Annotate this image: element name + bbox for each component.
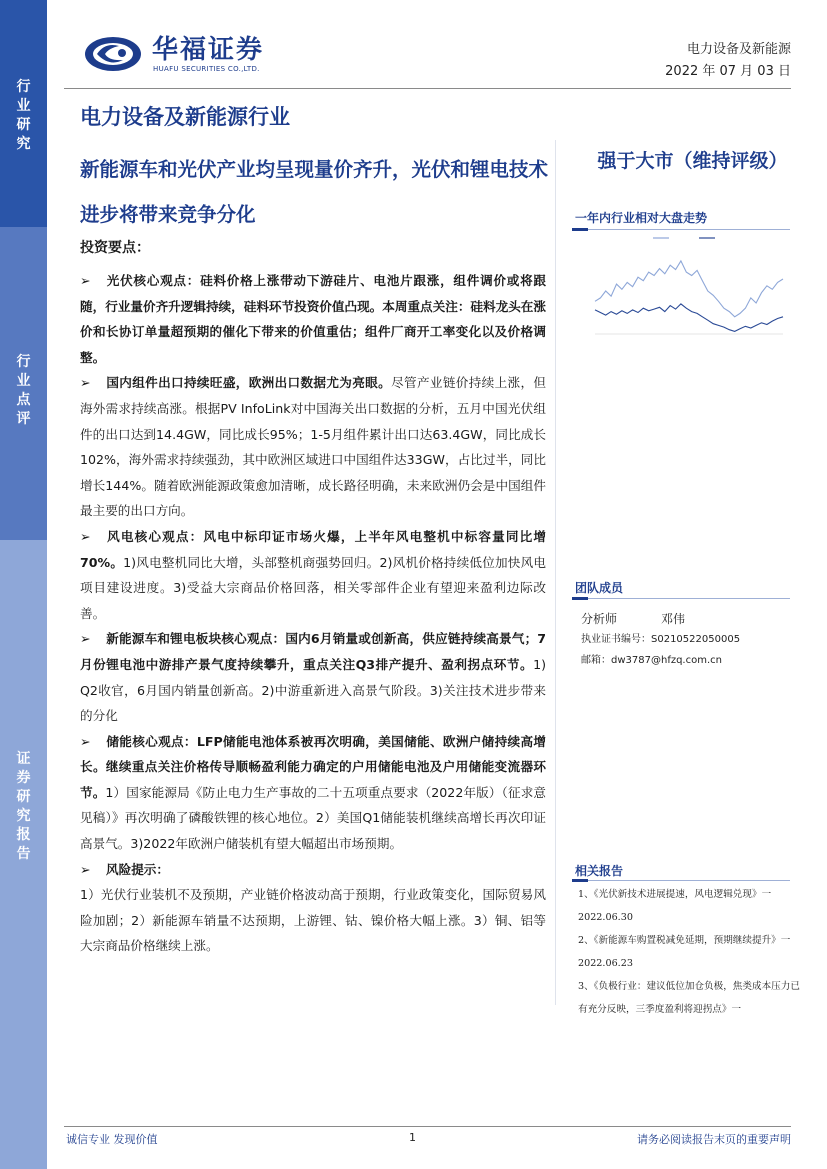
paragraph-ev-text: 1) Q2收官，6月国内销量创新高。2)中游重新进入高景气阶段。3)关注技术进步带来的分化 xyxy=(80,656,546,724)
related-report-item[interactable] xyxy=(578,975,804,1021)
trend-section-title: 一年内行业相对大盘走势 xyxy=(575,211,708,225)
analyst-name: 邓伟 xyxy=(661,612,686,626)
paragraph-storage-text: 1）国家能源局《防止电力生产事故的二十五项重点要求（2022年版）（征求意见稿）》再次明确了磷酸铁锂的核心地位。2）美国Q1储能装机继续高增长再次印证高景气。3)2022年欧洲户储装机有望大幅超出市场预期。 xyxy=(80,784,547,852)
related-report-title[interactable]: 3、《负极行业：建议低位加仓负极，焦类成本压力已有充分反映，三季度盈利将迎拐点》一 xyxy=(578,981,800,1015)
sidebar-segment-industry-research xyxy=(0,0,47,227)
left-sidebar xyxy=(0,0,47,1169)
industry-title: 电力设备及新能源行业 xyxy=(80,104,290,129)
sidebar-label-research-report: 证 券 研 究 报 告 xyxy=(16,751,31,862)
series-line-1 xyxy=(595,261,783,317)
arrow-bullet-icon: ➢ xyxy=(80,375,91,391)
related-report-date: 2022.06.23 xyxy=(578,958,633,969)
paragraph-ev xyxy=(80,626,546,728)
sidebar-label-industry-comment: 行 业 点 评 xyxy=(16,354,31,427)
page-number: 1 xyxy=(409,1131,416,1144)
arrow-bullet-icon: ➢ xyxy=(80,528,91,544)
paragraph-pv-bold: 光伏核心观点：硅料价格上涨带动下游硅片、电池片跟涨，组件调价或将跟随，行业量价齐升逻辑持续，硅料环节投资价值凸现。本周重点关注：硅料龙头在涨价和长协订单量超预期的催化下带来的价值重估；组件厂商开工率变化以及价格调整。 xyxy=(80,273,546,365)
related-reports-list xyxy=(578,883,804,1021)
analyst-certificate: 执业证书编号：S0210522050005 xyxy=(581,634,741,645)
team-section-rule xyxy=(572,598,790,599)
arrow-bullet-icon: ➢ xyxy=(80,273,91,288)
header-sector: 电力设备及新能源 xyxy=(686,42,791,57)
footer-disclaimer: 请务必阅读报告末页的重要声明 xyxy=(637,1133,791,1146)
reports-section-rule xyxy=(572,880,790,881)
reports-section-title: 相关报告 xyxy=(575,864,624,878)
key-points-body xyxy=(80,268,546,959)
related-report-title[interactable]: 2、《新能源车购置税减免延期，预期继续提升》一 xyxy=(578,935,791,946)
paragraph-storage-bold: 储能核心观点：LFP储能电池体系被再次明确，美国储能、欧洲户储持续高增长。继续重点关注价格传导顺畅盈利能力确定的户用储能电池及户用储能变流器环节。 xyxy=(80,733,546,800)
paragraph-pv xyxy=(80,268,546,370)
arrow-bullet-icon: ➢ xyxy=(80,631,91,647)
reports-section-accent xyxy=(572,879,588,882)
sidebar-segment-research-report xyxy=(0,540,47,1169)
logo-company-name: 华福证券 xyxy=(152,35,265,65)
trend-chart xyxy=(565,234,790,364)
footer-divider xyxy=(64,1126,791,1127)
paragraph-wind-text: 1)风电整机同比大增，头部整机商强势回归。2)风机价格持续低位加快风电项目建设进度。3)受益大宗商品价格回落，相关零部件企业有望迎来盈利边际改善。 xyxy=(80,554,546,621)
rating-label: 强于大市（维持评级） xyxy=(597,150,788,172)
sidebar-segment-industry-comment xyxy=(0,227,47,540)
paragraph-wind-bold: 风电核心观点：风电中标印证市场火爆，上半年风电整机中标容量同比增70%。 xyxy=(80,528,546,570)
paragraph-wind xyxy=(80,524,546,626)
paragraph-risk-text: 1）光伏行业装机不及预期，产业链价格波动高于预期，行业政策变化，国际贸易风险加剧；2）新能源车销量不达预期，上游锂、钴、镍价格大幅上涨。3）铜、铝等大宗商品价格继续上涨。 xyxy=(80,887,546,954)
logo-company-english: HUAFU SECURITIES CO.,LTD. xyxy=(153,65,260,73)
related-report-item[interactable] xyxy=(578,883,804,929)
paragraph-storage xyxy=(80,729,546,857)
trend-section-accent xyxy=(572,228,588,231)
report-headline: 新能源车和光伏产业均呈现量价齐升，光伏和锂电技术进步将带来竞争分化 xyxy=(80,158,549,226)
paragraph-export-text: 尽管产业链价持续上涨，但海外需求持续高涨。根据PV InfoLink对中国海关出口数据的分析，五月中国光伏组件的出口达到14.4GW，同比成长95%；1-5月组件累计出口达63.4GW，同比成长102%，海外需求持续强劲，其中欧洲区域进口中国组件达33GW，占比过半，同比增长144%。随着欧洲能源政策愈加清晰，成长路径明确，未来欧洲仍会是中国组件最主要的出口方向。 xyxy=(80,375,547,519)
header-divider xyxy=(64,88,791,89)
analyst-email[interactable]: 邮箱：dw3787@hfzq.com.cn xyxy=(581,655,722,666)
related-report-item[interactable] xyxy=(578,929,804,975)
footer-slogan: 诚信专业 发现价值 xyxy=(66,1133,158,1146)
risk-heading: 风险提示： xyxy=(106,861,169,877)
arrow-bullet-icon: ➢ xyxy=(80,733,91,749)
huafu-logo-icon xyxy=(83,34,143,74)
paragraph-export-bold: 国内组件出口持续旺盛，欧洲出口数据尤为亮眼。 xyxy=(106,375,392,391)
analyst-role: 分析师 xyxy=(581,612,618,626)
paragraph-export xyxy=(80,370,546,524)
paragraph-ev-bold: 新能源车和锂电板块核心观点：国内6月销量或创新高，供应链持续高景气；7月份锂电池中游排产景气度持续攀升，重点关注Q3排产提升、盈利拐点环节。 xyxy=(80,631,546,672)
sidebar-label-industry-research: 行 业 研 究 xyxy=(16,79,31,152)
column-divider xyxy=(555,140,556,1005)
related-report-title[interactable]: 1、《光伏新技术进展提速，风电逻辑兑现》一 xyxy=(578,889,772,900)
arrow-bullet-icon: ➢ xyxy=(80,861,91,877)
related-report-date: 2022.06.30 xyxy=(578,912,633,923)
header-date: 2022 年 07 月 03 日 xyxy=(665,64,791,79)
chart-series xyxy=(595,261,783,332)
paragraph-risk-heading xyxy=(80,857,546,883)
key-points-title: 投资要点： xyxy=(80,240,150,256)
series-line-2 xyxy=(595,304,783,332)
team-section-accent xyxy=(572,597,588,600)
team-section-title: 团队成员 xyxy=(575,581,624,595)
trend-section-rule xyxy=(572,229,790,230)
